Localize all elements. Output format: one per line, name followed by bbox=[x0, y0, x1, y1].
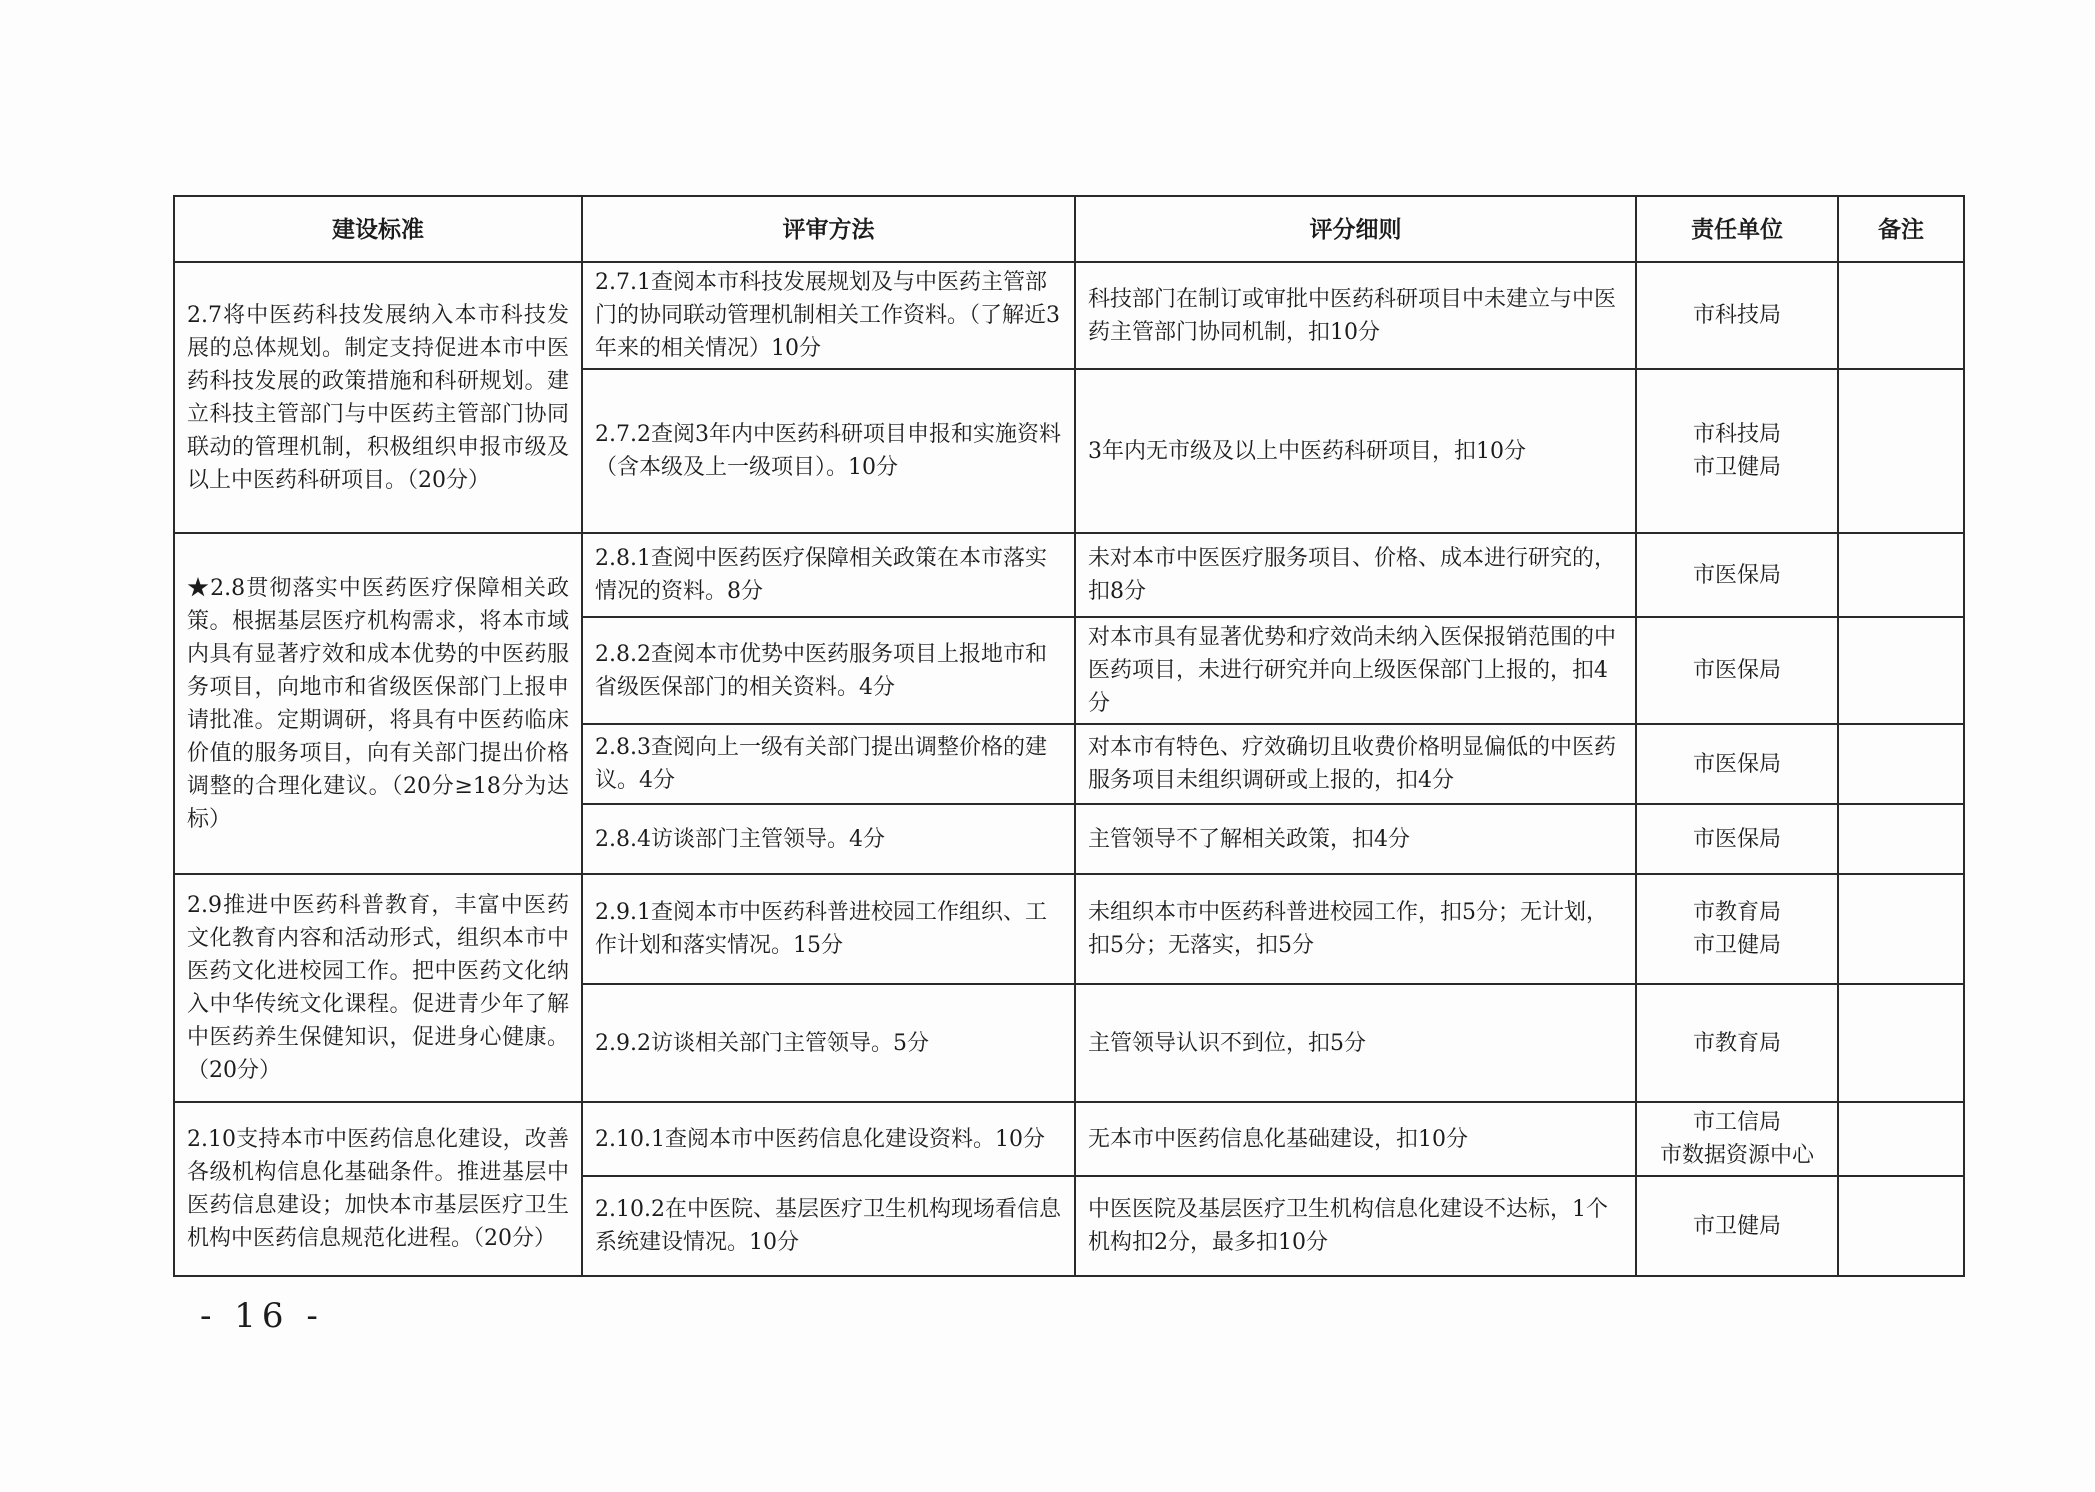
table-row bbox=[174, 262, 1964, 369]
method-cell: 2.8.4访谈部门主管领导。4分 bbox=[582, 804, 1075, 874]
rule-cell: 主管领导认识不到位，扣5分 bbox=[1075, 984, 1636, 1102]
unit-name: 市医保局 bbox=[1692, 826, 1781, 852]
header-rules: 评分细则 bbox=[1075, 196, 1636, 262]
standard-cell: 2.7将中医药科技发展纳入本市科技发展的总体规划。制定支持促进本市中医药科技发展的政策措施和科研规划。建立科技主管部门与中医药主管部门协同联动的管理机制，积极组织申报市级及以上中医药科研项目。（20分） bbox=[174, 262, 582, 533]
unit-name: 市科技局 bbox=[1692, 303, 1781, 328]
remark-cell bbox=[1838, 533, 1964, 617]
method-cell: 2.9.1查阅本市中医药科普进校园工作组织、工作计划和落实情况。15分 bbox=[582, 874, 1075, 984]
unit-cell bbox=[1636, 533, 1838, 617]
remark-cell bbox=[1838, 1176, 1964, 1276]
rule-cell: 科技部门在制订或审批中医药科研项目中未建立与中医药主管部门协同机制，扣10分 bbox=[1075, 262, 1636, 369]
rule-cell: 无本市中医药信息化基础建设，扣10分 bbox=[1075, 1102, 1636, 1176]
unit-cell bbox=[1636, 724, 1838, 804]
remark-cell bbox=[1838, 369, 1964, 533]
rule-cell: 未对本市中医医疗服务项目、价格、成本进行研究的，扣8分 bbox=[1075, 533, 1636, 617]
rule-cell: 中医医院及基层医疗卫生机构信息化建设不达标，1个机构扣2分，最多扣10分 bbox=[1075, 1176, 1636, 1276]
unit-name: 市医保局 bbox=[1692, 751, 1781, 777]
unit-name: 市教育局 bbox=[1692, 1030, 1781, 1056]
method-cell: 2.10.1查阅本市中医药信息化建设资料。10分 bbox=[582, 1102, 1075, 1176]
unit-cell bbox=[1636, 262, 1838, 369]
rule-cell: 3年内无市级及以上中医药科研项目，扣10分 bbox=[1075, 369, 1636, 533]
method-cell: 2.7.2查阅3年内中医药科研项目申报和实施资料（含本级及上一级项目）。10分 bbox=[582, 369, 1075, 533]
remark-cell bbox=[1838, 984, 1964, 1102]
unit-name: 市科技局 bbox=[1692, 422, 1781, 447]
remark-cell bbox=[1838, 724, 1964, 804]
unit-cell bbox=[1636, 804, 1838, 874]
method-cell: 2.10.2在中医院、基层医疗卫生机构现场看信息系统建设情况。10分 bbox=[582, 1176, 1075, 1276]
unit-name: 市医保局 bbox=[1692, 658, 1781, 683]
unit-cell bbox=[1636, 1176, 1838, 1276]
unit-name: 市卫健局 bbox=[1692, 455, 1781, 480]
evaluation-table bbox=[173, 195, 1965, 1277]
table-body bbox=[174, 262, 1964, 1276]
method-cell: 2.9.2访谈相关部门主管领导。5分 bbox=[582, 984, 1075, 1102]
method-cell: 2.8.3查阅向上一级有关部门提出调整价格的建议。4分 bbox=[582, 724, 1075, 804]
table-row bbox=[174, 1102, 1964, 1176]
table-row bbox=[174, 533, 1964, 617]
remark-cell bbox=[1838, 804, 1964, 874]
remark-cell bbox=[1838, 874, 1964, 984]
unit-name: 市卫健局 bbox=[1692, 1213, 1781, 1239]
unit-name: 市医保局 bbox=[1692, 562, 1781, 588]
method-cell: 2.8.2查阅本市优势中医药服务项目上报地市和省级医保部门的相关资料。4分 bbox=[582, 617, 1075, 724]
table-row bbox=[174, 874, 1964, 984]
unit-cell bbox=[1636, 984, 1838, 1102]
unit-cell bbox=[1636, 1102, 1838, 1176]
rule-cell: 主管领导不了解相关政策，扣4分 bbox=[1075, 804, 1636, 874]
standard-cell: ★2.8贯彻落实中医药医疗保障相关政策。根据基层医疗机构需求，将本市域内具有显著疗效和成本优势的中医药服务项目，向地市和省级医保部门上报申请批准。定期调研，将具有中医药临床价值的服务项目，向有关部门提出价格调整的合理化建议。（20分≥18分为达标） bbox=[174, 533, 582, 874]
rule-cell: 对本市具有显著优势和疗效尚未纳入医保报销范围的中医药项目，未进行研究并向上级医保部门上报的，扣4分 bbox=[1075, 617, 1636, 724]
unit-cell bbox=[1636, 617, 1838, 724]
header-row bbox=[174, 196, 1964, 262]
header-standard: 建设标准 bbox=[174, 196, 582, 262]
unit-name: 市卫健局 bbox=[1692, 933, 1781, 958]
rule-cell: 对本市有特色、疗效确切且收费价格明显偏低的中医药服务项目未组织调研或上报的，扣4分 bbox=[1075, 724, 1636, 804]
remark-cell bbox=[1838, 262, 1964, 369]
method-cell: 2.7.1查阅本市科技发展规划及与中医药主管部门的协同联动管理机制相关工作资料。（了解近3年来的相关情况）10分 bbox=[582, 262, 1075, 369]
header-method: 评审方法 bbox=[582, 196, 1075, 262]
unit-name: 市数据资源中心 bbox=[1659, 1143, 1814, 1168]
unit-cell bbox=[1636, 874, 1838, 984]
standard-cell: 2.10支持本市中医药信息化建设，改善各级机构信息化基础条件。推进基层中医药信息建设；加快本市基层医疗卫生机构中医药信息规范化进程。（20分） bbox=[174, 1102, 582, 1276]
method-cell: 2.8.1查阅中医药医疗保障相关政策在本市落实情况的资料。8分 bbox=[582, 533, 1075, 617]
remark-cell bbox=[1838, 1102, 1964, 1176]
unit-cell bbox=[1636, 369, 1838, 533]
header-unit: 责任单位 bbox=[1636, 196, 1838, 262]
page-number: - 16 - bbox=[200, 1296, 324, 1336]
standard-cell: 2.9推进中医药科普教育，丰富中医药文化教育内容和活动形式，组织本市中医药文化进校园工作。把中医药文化纳入中华传统文化课程。促进青少年了解中医药养生保健知识，促进身心健康。（20分） bbox=[174, 874, 582, 1102]
remark-cell bbox=[1838, 617, 1964, 724]
unit-name: 市教育局 bbox=[1692, 900, 1781, 925]
header-remark: 备注 bbox=[1838, 196, 1964, 262]
rule-cell: 未组织本市中医药科普进校园工作，扣5分；无计划，扣5分；无落实，扣5分 bbox=[1075, 874, 1636, 984]
unit-name: 市工信局 bbox=[1692, 1110, 1781, 1135]
